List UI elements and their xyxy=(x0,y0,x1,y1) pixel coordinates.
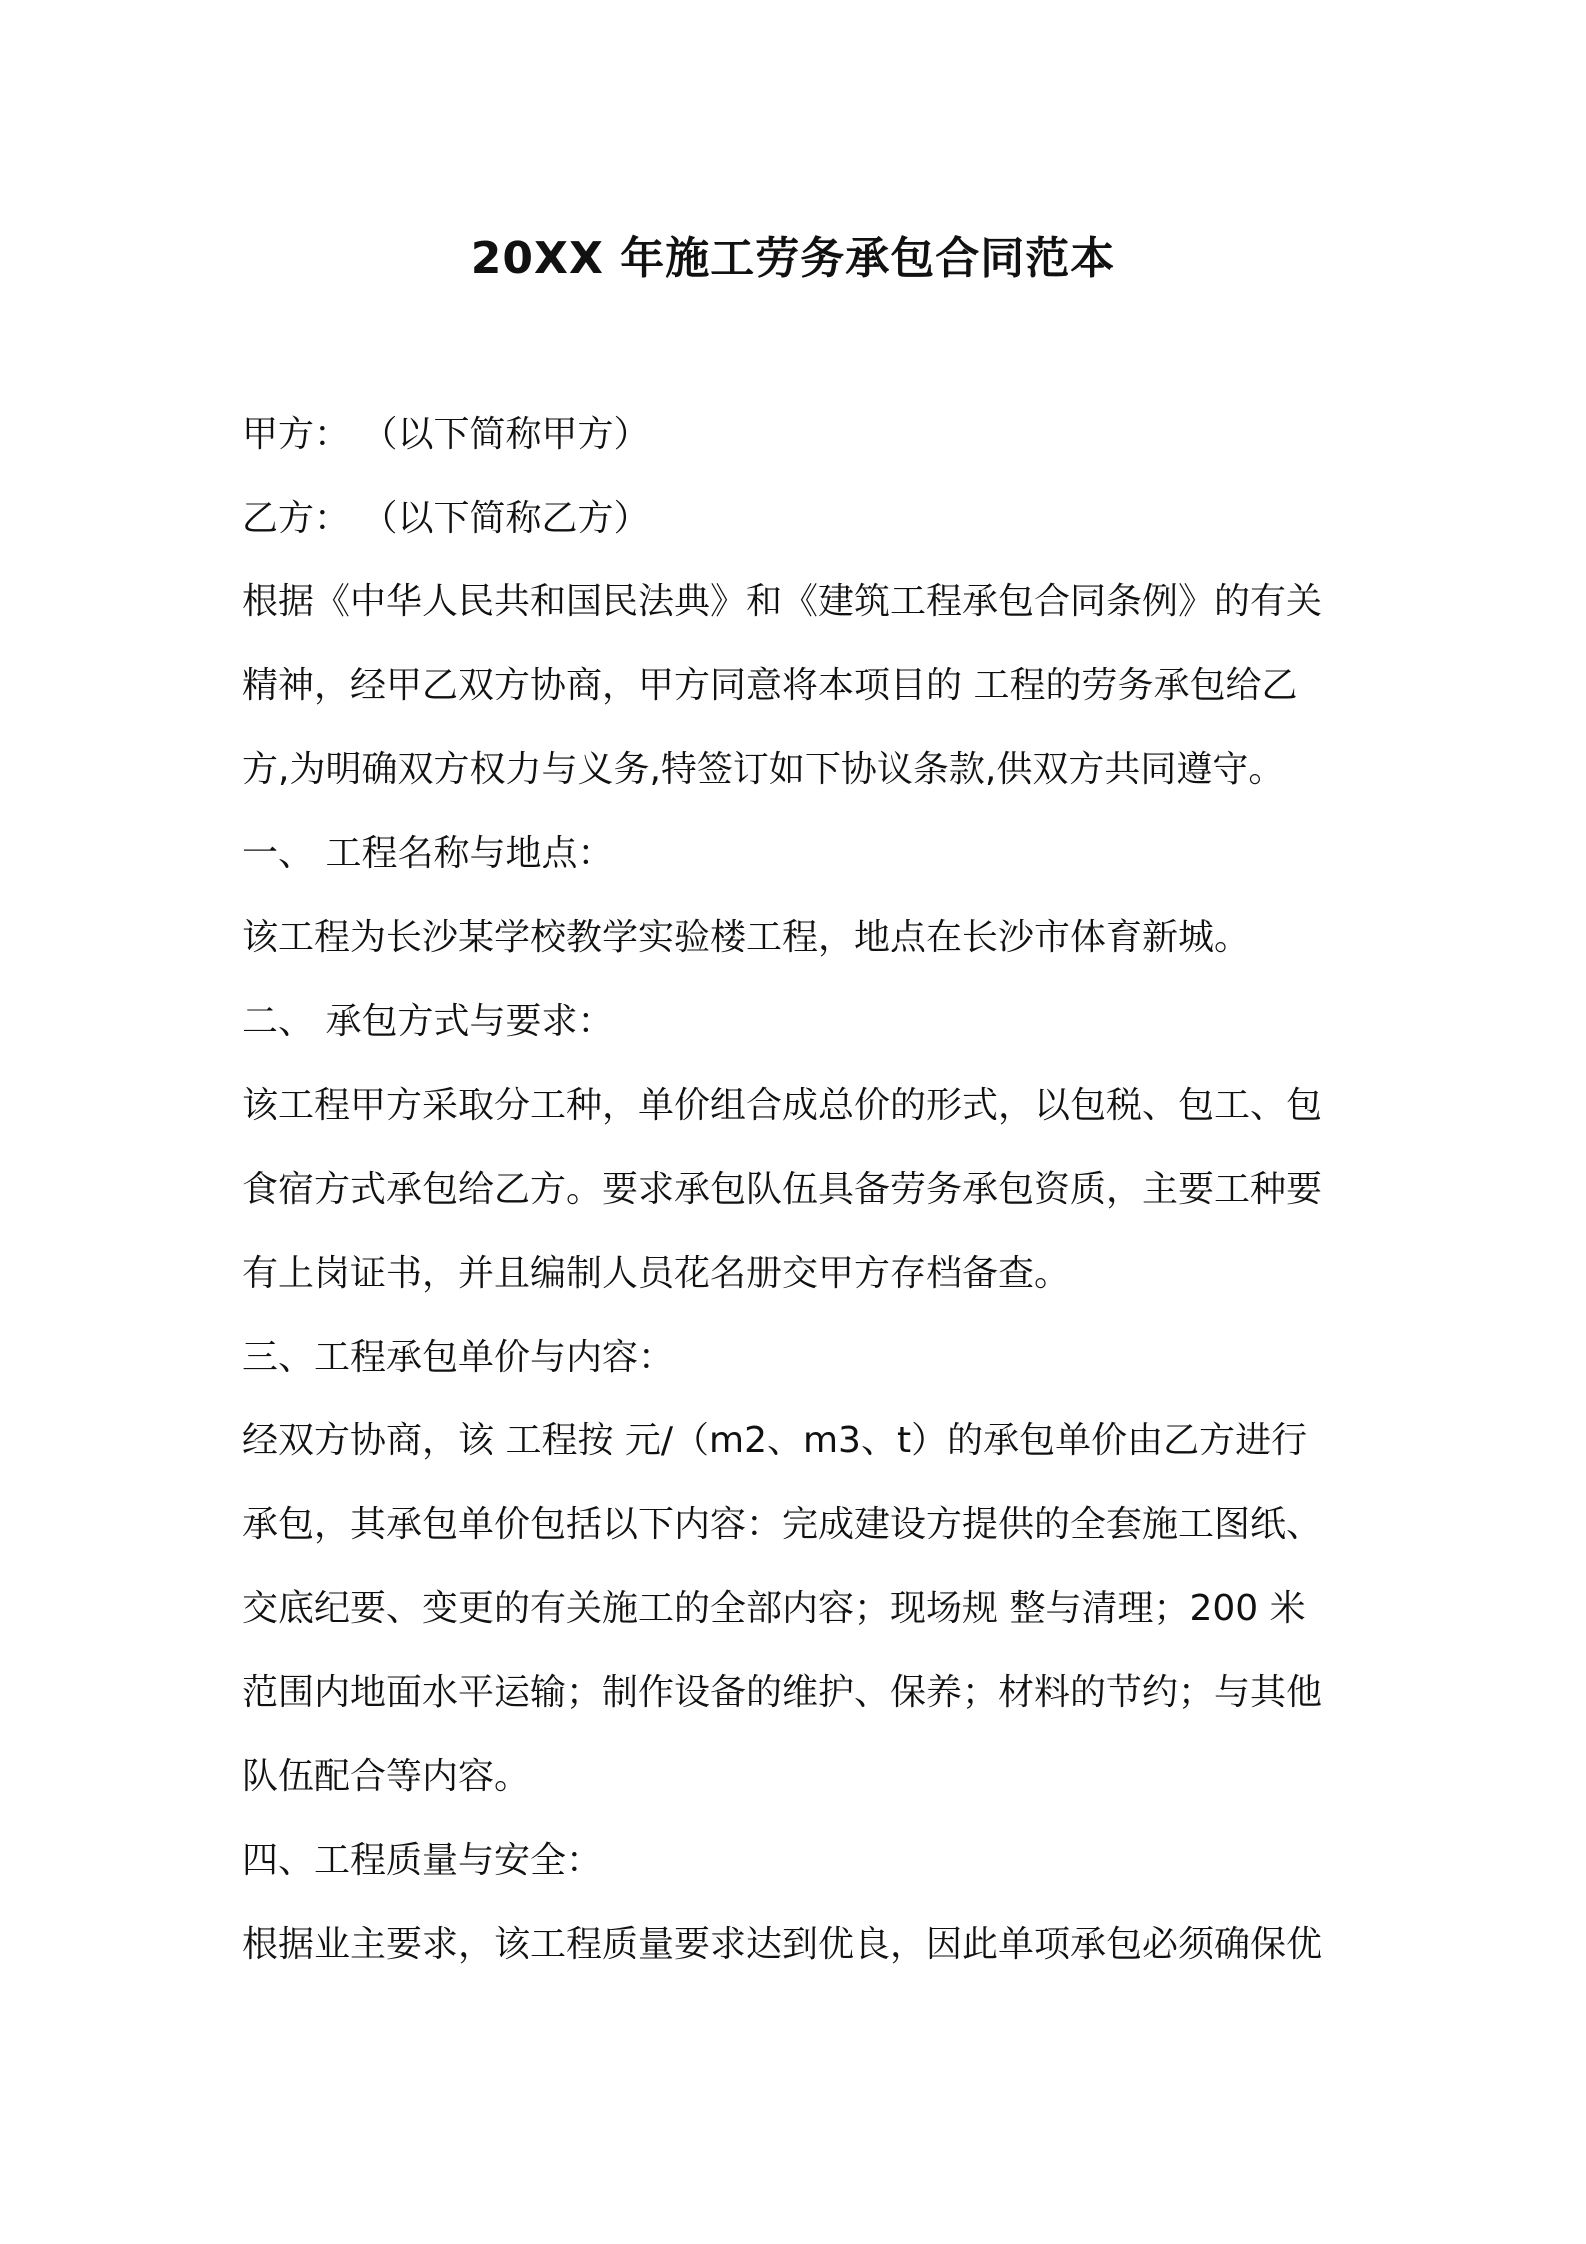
section-heading-2: 二、 承包方式与要求： xyxy=(242,1001,614,1042)
section-2-line: 有上岗证书，并且编制人员花名册交甲方存档备查。 xyxy=(242,1253,1071,1294)
document-title: 20XX 年施工劳务承包合同范本 xyxy=(470,233,1116,284)
section-1-line: 该工程为长沙某学校教学实验楼工程，地点在长沙市体育新城。 xyxy=(242,917,1251,958)
section-3-line: 承包，其承包单价包括以下内容：完成建设方提供的全套施工图纸、 xyxy=(242,1504,1323,1545)
section-heading-4: 四、工程质量与安全： xyxy=(242,1840,603,1881)
section-3-line: 范围内地面水平运输；制作设备的维护、保养；材料的节约；与其他 xyxy=(242,1672,1323,1713)
preamble-line: 方,为明确双方权力与义务,特签订如下协议条款,供双方共同遵守。 xyxy=(242,749,1285,790)
section-3-line: 经双方协商，该 工程按 元/（m2、m3、t）的承包单价由乙方进行 xyxy=(242,1420,1308,1461)
section-4-line: 根据业主要求，该工程质量要求达到优良，因此单项承包必须确保优 xyxy=(242,1924,1323,1965)
section-heading-1: 一、 工程名称与地点： xyxy=(242,833,614,874)
party-a-line: 甲方： （以下简称甲方） xyxy=(242,414,650,455)
section-3-line: 交底纪要、变更的有关施工的全部内容；现场规 整与清理；200 米 xyxy=(242,1588,1306,1629)
section-heading-3: 三、工程承包单价与内容： xyxy=(242,1337,675,1378)
section-3-line: 队伍配合等内容。 xyxy=(242,1756,531,1797)
preamble-line: 根据《中华人民共和国民法典》和《建筑工程承包合同条例》的有关 xyxy=(242,581,1323,622)
party-b-line: 乙方： （以下简称乙方） xyxy=(242,498,650,539)
preamble-line: 精神，经甲乙双方协商，甲方同意将本项目的 工程的劳务承包给乙 xyxy=(242,665,1298,706)
section-2-line: 该工程甲方采取分工种，单价组合成总价的形式，以包税、包工、包 xyxy=(242,1085,1323,1126)
section-2-line: 食宿方式承包给乙方。要求承包队伍具备劳务承包资质，主要工种要 xyxy=(242,1169,1323,1210)
